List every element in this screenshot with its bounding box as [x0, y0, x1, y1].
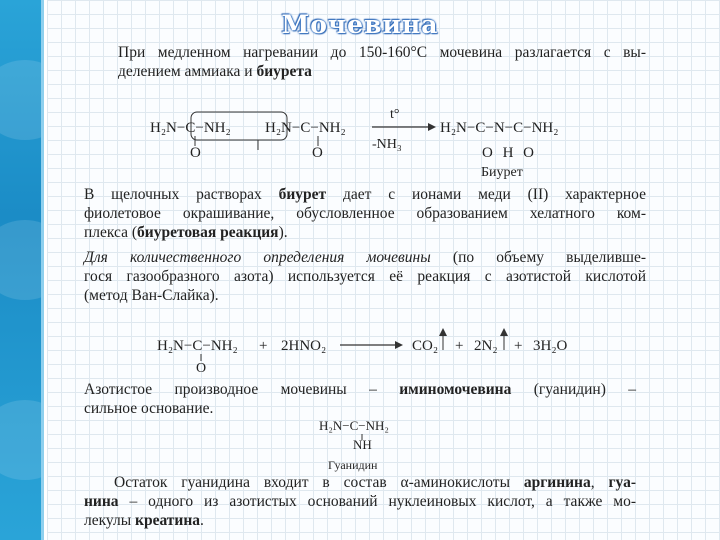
urea-oxygen: O — [196, 361, 207, 376]
text-run: плекса ( — [84, 224, 138, 241]
italic-run: Для количественного определения мочевины — [84, 249, 431, 266]
biuret-line — [84, 185, 646, 204]
byproduct-label: -NH₃ — [372, 137, 402, 152]
intro-line: При медленном нагревании до 150-160°С мочевина разлагается с вы- — [118, 44, 646, 61]
biuret-name: Биурет — [481, 165, 523, 180]
closing-line — [84, 473, 636, 492]
biuret-term: биурет — [278, 186, 327, 203]
biuret-formula: H₂N−C−N−C−NH₂ — [440, 120, 559, 136]
biuret-line — [84, 224, 288, 241]
reactant-b-oxygen: O — [312, 145, 323, 161]
quant-line: (метод Ван-Слайка). — [84, 287, 219, 304]
n2: 2N₂ — [474, 338, 498, 354]
text-run: , — [590, 474, 609, 491]
text-run: ). — [278, 224, 288, 241]
biuret-substituents: O H O — [482, 145, 534, 161]
text-run: дает с ионами меди (II) характерное — [326, 186, 646, 203]
biuret-line: фиолетовое окрашивание, обусловленное образованием хелатного ком- — [84, 205, 646, 222]
text-run: Азотистое производное мочевины – — [84, 381, 400, 398]
text-run: лекулы — [84, 512, 136, 529]
intro-text: делением аммиака и — [118, 63, 257, 80]
guanidine-line — [84, 380, 636, 399]
water: 3H₂O — [533, 338, 568, 354]
guanidine-formula: H₂N−C−NH₂ — [319, 418, 389, 433]
text-run: – одного из азотистых оснований нуклеиновых кислот, а также мо- — [118, 493, 636, 510]
guanidine-name: Гуанидин — [328, 458, 378, 472]
nitrous-acid: 2HNO₂ — [281, 338, 327, 354]
quant-line — [84, 248, 646, 267]
text-run: . — [200, 512, 204, 529]
guanine-term: нина — [84, 493, 119, 510]
guanidine-imine: NH — [353, 437, 372, 452]
urea-formula: H₂N−C−NH₂ — [157, 338, 238, 354]
co2: CO₂ — [412, 338, 439, 354]
slide-title: Мочевина — [281, 10, 439, 39]
arrow-head — [428, 123, 436, 131]
biuret-term: биурета — [256, 63, 312, 80]
text-run: В щелочных растворах — [84, 186, 279, 203]
gas-arrow-head — [500, 328, 508, 336]
text-run: (по объему выделивше- — [430, 249, 647, 266]
arginine-term: аргинина — [523, 474, 591, 491]
closing-line — [84, 512, 204, 529]
closing-line — [84, 492, 636, 511]
guanidine-line: сильное основание. — [84, 400, 214, 417]
plus-sign: + — [455, 338, 464, 354]
iminourea-term: иминомочевина — [399, 381, 512, 398]
plus-sign: + — [259, 338, 268, 354]
reactant-a-oxygen: O — [190, 145, 201, 161]
guanidine-paragraph — [84, 380, 636, 418]
arrow-head — [395, 341, 403, 349]
creatine-term: креатина — [135, 512, 201, 529]
text-run: (гуанидин) – — [511, 381, 636, 398]
reactant-b: H₂N−C−NH₂ — [265, 120, 346, 136]
biuret-reaction-term: биуретовая реакция — [137, 224, 279, 241]
quant-paragraph — [84, 248, 646, 305]
biuret-paragraph — [84, 185, 646, 242]
closing-paragraph — [84, 473, 636, 530]
guanine-term: гуа- — [608, 474, 636, 491]
plus-sign: + — [514, 338, 523, 354]
quant-line: гося газообразного азота) используется её реакция с азотистой кислотой — [84, 268, 646, 285]
reactant-a: H₂N−C−NH₂ — [150, 120, 231, 136]
heat-label: t° — [390, 107, 400, 122]
text-run: Остаток гуанидина входит в состав α-аминокислоты — [114, 474, 524, 491]
gas-arrow-head — [439, 328, 447, 336]
